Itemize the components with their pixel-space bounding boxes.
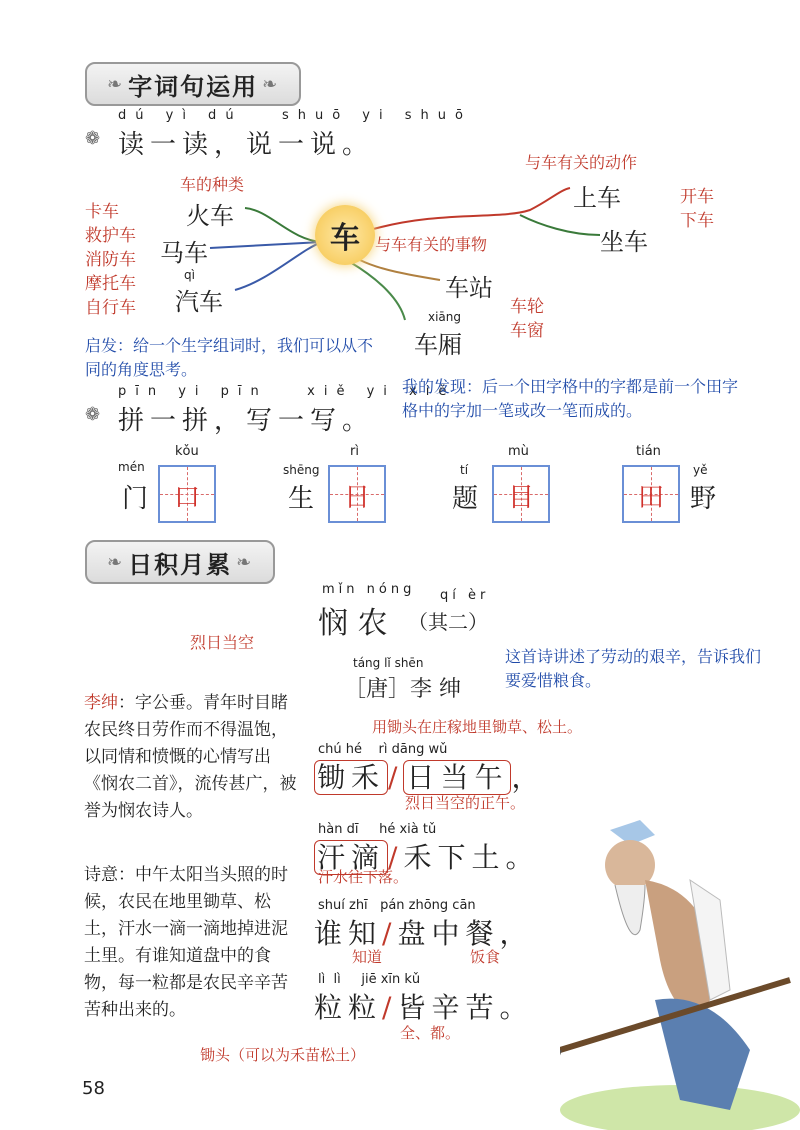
poem-title: 悯 农: [318, 606, 388, 641]
grid-pinyin: rì: [350, 444, 359, 459]
poem-subtitle: （其二）: [408, 610, 488, 634]
author-note-text: ：字公垂。青年时目睹农民终日劳作而不得温饱，以同情和愤慨的心情写出《悯农二首》，流传甚广，被誉为悯农诗人。: [84, 693, 297, 821]
pair-pinyin: shēng: [283, 463, 320, 477]
pair-pinyin: yě: [693, 463, 708, 477]
poem-line-1: 锄禾 / 日当午 ，: [314, 756, 545, 796]
word-chexiang: 车厢: [414, 331, 462, 359]
word-huoche: 火车: [186, 202, 234, 230]
qiche-pinyin: qì: [184, 268, 195, 282]
task1-pinyin: dú yì dú shuō yi shuō: [118, 108, 472, 123]
tianzige-grid: 目: [492, 465, 550, 523]
poem-line-4: 粒粒/皆辛苦。: [314, 991, 534, 1024]
chexiang-pinyin: xiāng: [428, 310, 462, 324]
farmer-illustration: [560, 810, 800, 1130]
poem-line-2: 汗滴 /禾下土。: [314, 836, 539, 876]
word-mache: 马车: [160, 239, 208, 267]
anno-chutou: 锄头（可以为禾苗松土）: [200, 1046, 366, 1064]
word-qiche: 汽车: [175, 288, 223, 316]
grid-pinyin: kǒu: [175, 444, 199, 459]
things-label: 与车有关的事物: [375, 235, 488, 254]
actions-label: 与车有关的动作: [525, 153, 638, 172]
task2-pinyin: pīn yi pīn xiě yi xiě: [118, 384, 456, 399]
note-item: 自行车: [85, 298, 136, 318]
page-number: 58: [82, 1078, 105, 1099]
grid-pinyin: tián: [636, 444, 661, 459]
center-node: 车: [315, 205, 375, 265]
line1-pinyin: chú hé rì dāng wǔ: [318, 742, 448, 757]
poem-title-pinyin: mǐn nóng: [322, 582, 416, 597]
types-label: 车的种类: [180, 175, 245, 194]
tianzige-grid: 田: [622, 465, 680, 523]
pair-char: 生: [288, 484, 315, 514]
grid-pinyin: mù: [508, 444, 529, 459]
pair-char: 题: [452, 484, 479, 514]
note-lierri: 烈日当空: [190, 633, 255, 652]
poem-author: ［唐］李 绅: [344, 677, 461, 702]
author-note: [84, 690, 299, 825]
word-chezhan: 车站: [445, 274, 493, 302]
note-item: 下车: [680, 211, 714, 231]
note-item: 救护车: [85, 226, 136, 246]
tianzige-grid: 日: [328, 465, 386, 523]
word-shangche: 上车: [573, 184, 621, 212]
note-item: 车窗: [510, 321, 544, 341]
inspiration-note: 启发：给一个生字组词时，我们可以从不同的角度思考。: [85, 336, 374, 379]
tianzige-grid: 口: [158, 465, 216, 523]
anno-zhidao: 知道: [352, 948, 383, 966]
line2-pinyin: hàn dī hé xià tǔ: [318, 822, 437, 837]
meaning-note: 这首诗讲述了劳动的艰辛，告诉我们要爱惜粮食。: [505, 647, 762, 690]
note-item: 卡车: [85, 202, 119, 222]
anno-chuhe: 用锄头在庄稼地里锄草、松土。: [372, 718, 583, 736]
task1-text: 读一读，说一说。: [118, 130, 375, 160]
note-item: 摩托车: [85, 274, 136, 294]
pair-char: 门: [122, 484, 149, 514]
pair-pinyin: tí: [460, 463, 469, 477]
anno-jie: 全、都。: [400, 1024, 461, 1042]
flower-icon: ❁: [85, 128, 101, 149]
note-item: 车轮: [510, 297, 544, 317]
section2-title-banner: [85, 540, 275, 584]
discovery-note: 我的发现：后一个田字格中的字都是前一个田字格中的字加一笔或改一笔而成的。: [402, 377, 739, 420]
pair-pinyin: mén: [118, 460, 145, 474]
anno-fanshi: 饭食: [470, 948, 501, 966]
poem-line-3: 谁知/盘中餐，: [314, 917, 534, 950]
author-note-name: 李绅: [84, 693, 118, 713]
right-top-notes: [680, 185, 714, 233]
pair-char: 野: [690, 484, 717, 514]
author-pinyin: táng lǐ shēn: [353, 656, 424, 670]
note-item: 开车: [680, 187, 714, 207]
line3-pinyin: shuí zhī pán zhōng cān: [318, 898, 476, 913]
section-title: ❧ 字词句运用: [128, 72, 259, 101]
left-notes: [85, 200, 136, 320]
flower-icon: ❁: [85, 404, 101, 425]
anno-handi: 汗水往下落。: [318, 868, 409, 886]
right-bottom-notes: [510, 295, 544, 343]
shiyi-note: 诗意：中午太阳当头照的时候，农民在地里锄草、松土，汗水一滴一滴地掉进泥土里。有谁知道盘中的食物，每一粒都是农民辛辛苦苦种出来的。: [84, 865, 288, 1020]
task2-text: 拼一拼，写一写。: [118, 406, 375, 436]
note-item: 消防车: [85, 250, 136, 270]
line4-pinyin: lì lì jiē xīn kǔ: [318, 972, 421, 987]
poem-sub-pinyin: qí èr: [440, 588, 490, 603]
anno-ridangwu: 烈日当空的正午。: [405, 794, 526, 812]
section2-title: ❧ 日积月累: [128, 550, 233, 579]
word-zuoche: 坐车: [600, 228, 648, 256]
